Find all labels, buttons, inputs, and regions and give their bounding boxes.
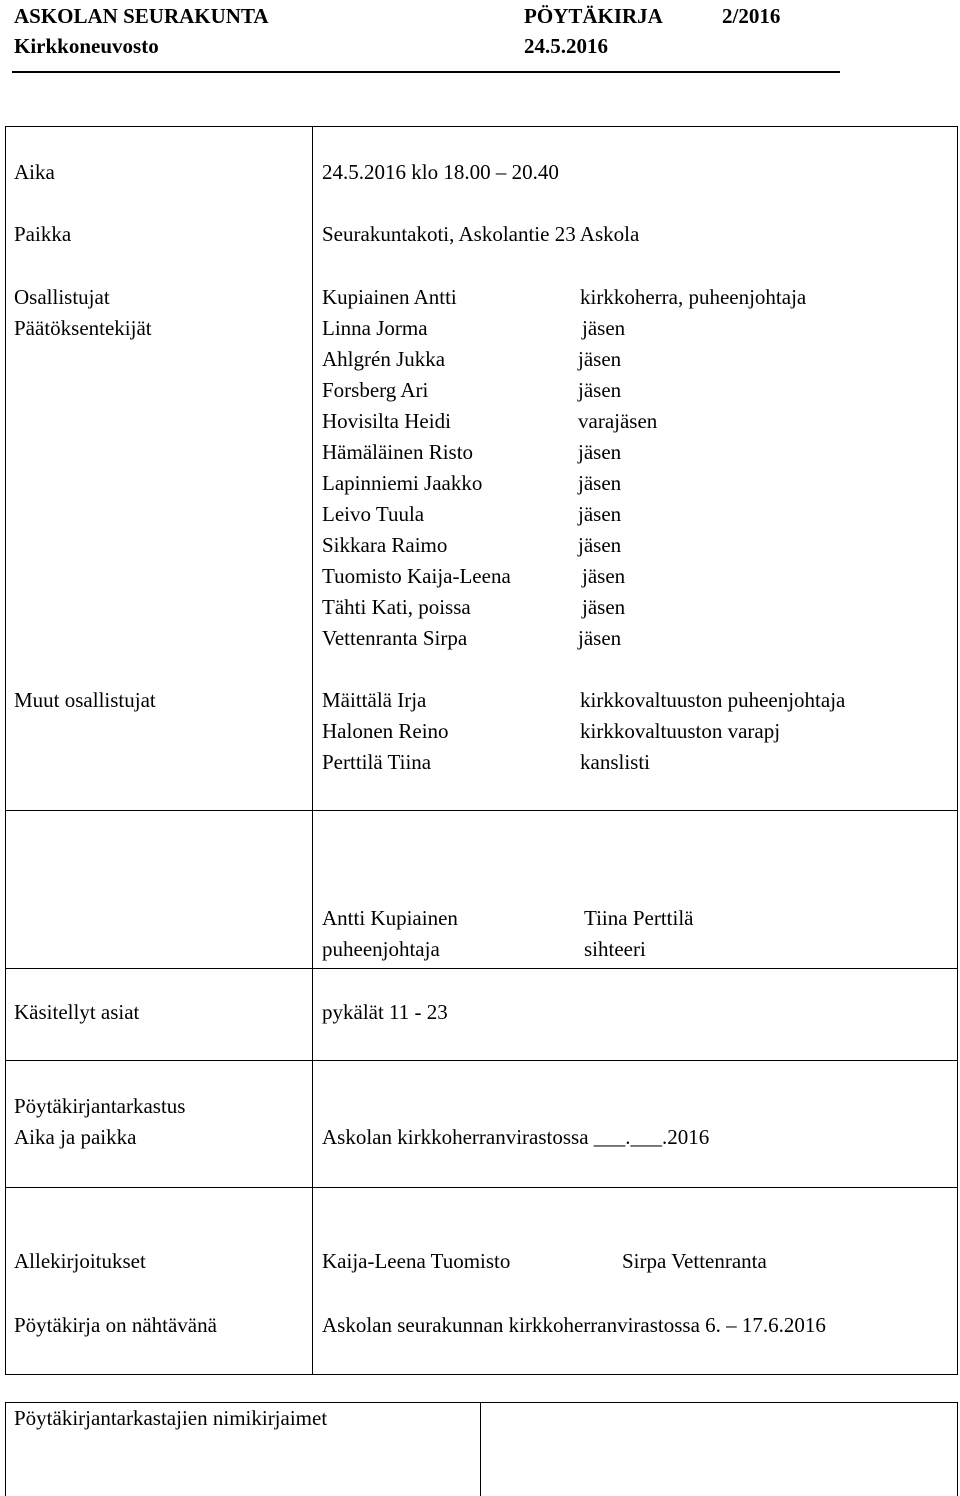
row-divider — [5, 968, 958, 969]
member-name: Ahlgrén Jukka — [322, 347, 446, 371]
member-role: jäsen — [578, 378, 622, 402]
nahtavana-label: Pöytäkirja on nähtävänä — [14, 1313, 217, 1337]
member-name: Sikkara Raimo — [322, 533, 448, 557]
member-role: jäsen — [578, 347, 622, 371]
other-name: Halonen Reino — [322, 719, 449, 743]
member-role: jäsen — [582, 595, 626, 619]
other-name: Mäittälä Irja — [322, 688, 427, 712]
kasitellyt-value: pykälät 11 - 23 — [322, 1000, 448, 1024]
member-role: kirkkoherra, puheenjohtaja — [580, 285, 807, 309]
member-role: jäsen — [578, 502, 622, 526]
member-role: jäsen — [582, 564, 626, 588]
member-role: jäsen — [578, 440, 622, 464]
chair-name: Antti Kupiainen — [322, 906, 458, 930]
member-role: jäsen — [582, 316, 626, 340]
initials-box-left — [5, 1402, 6, 1496]
paatoksentekijat-label: Päätöksentekijät — [14, 316, 152, 340]
member-role: jäsen — [578, 471, 622, 495]
osallistujat-label: Osallistujat — [14, 285, 110, 309]
tarkastus-label: Pöytäkirjantarkastus — [14, 1094, 186, 1118]
table-top-border — [5, 126, 958, 127]
member-name: Lapinniemi Jaakko — [322, 471, 483, 495]
other-role: kirkkovaltuuston puheenjohtaja — [580, 688, 846, 712]
member-role: jäsen — [578, 626, 622, 650]
member-name: Tähti Kati, poissa — [322, 595, 471, 619]
member-name: Forsberg Ari — [322, 378, 429, 402]
initials-box-right — [957, 1402, 958, 1496]
paikka-label: Paikka — [14, 222, 72, 246]
aika-label: Aika — [14, 160, 55, 184]
row-divider — [5, 1187, 958, 1188]
row-divider — [5, 1060, 958, 1061]
initials-box-divider — [480, 1402, 481, 1496]
member-role: varajäsen — [578, 409, 658, 433]
other-role: kanslisti — [580, 750, 651, 774]
other-role: kirkkovaltuuston varapj — [580, 719, 781, 743]
meeting-body: Kirkkoneuvosto — [14, 34, 159, 58]
member-name: Tuomisto Kaija-Leena — [322, 564, 511, 588]
member-name: Leivo Tuula — [322, 502, 425, 526]
tarkastus-value: Askolan kirkkoherranvirastossa ___.___.2016 — [322, 1125, 710, 1149]
allekirjoitukset-label: Allekirjoitukset — [14, 1249, 146, 1273]
muut-label: Muut osallistujat — [14, 688, 156, 712]
meeting-date: 24.5.2016 — [524, 34, 608, 58]
org-name: ASKOLAN SEURAKUNTA — [14, 4, 269, 28]
initials-box-top — [5, 1402, 958, 1403]
kasitellyt-label: Käsitellyt asiat — [14, 1000, 140, 1024]
paikka-value: Seurakuntakoti, Askolantie 23 Askola — [322, 222, 640, 246]
aika-value: 24.5.2016 klo 18.00 – 20.40 — [322, 160, 559, 184]
header-underline — [12, 71, 840, 73]
signer-name-1: Kaija-Leena Tuomisto — [322, 1249, 511, 1273]
doc-type: PÖYTÄKIRJA — [524, 4, 663, 28]
member-name: Hämäläinen Risto — [322, 440, 474, 464]
secretary-name: Tiina Perttilä — [584, 906, 694, 930]
chair-title: puheenjohtaja — [322, 937, 440, 961]
member-role: jäsen — [578, 533, 622, 557]
nahtavana-value: Askolan seurakunnan kirkkoherranvirastossa 6. – 17.6.2016 — [322, 1313, 826, 1337]
other-name: Perttilä Tiina — [322, 750, 432, 774]
nimikirjaimet-label: Pöytäkirjantarkastajien nimikirjaimet — [14, 1406, 328, 1430]
table-bottom-border — [5, 1374, 958, 1375]
member-name: Kupiainen Antti — [322, 285, 457, 309]
signer-name-2: Sirpa Vettenranta — [622, 1249, 767, 1273]
doc-number: 2/2016 — [722, 4, 781, 28]
row-divider — [5, 810, 958, 811]
secretary-title: sihteeri — [584, 937, 646, 961]
member-name: Hovisilta Heidi — [322, 409, 451, 433]
aika-paikka-label: Aika ja paikka — [14, 1125, 137, 1149]
member-name: Linna Jorma — [322, 316, 428, 340]
member-name: Vettenranta Sirpa — [322, 626, 468, 650]
